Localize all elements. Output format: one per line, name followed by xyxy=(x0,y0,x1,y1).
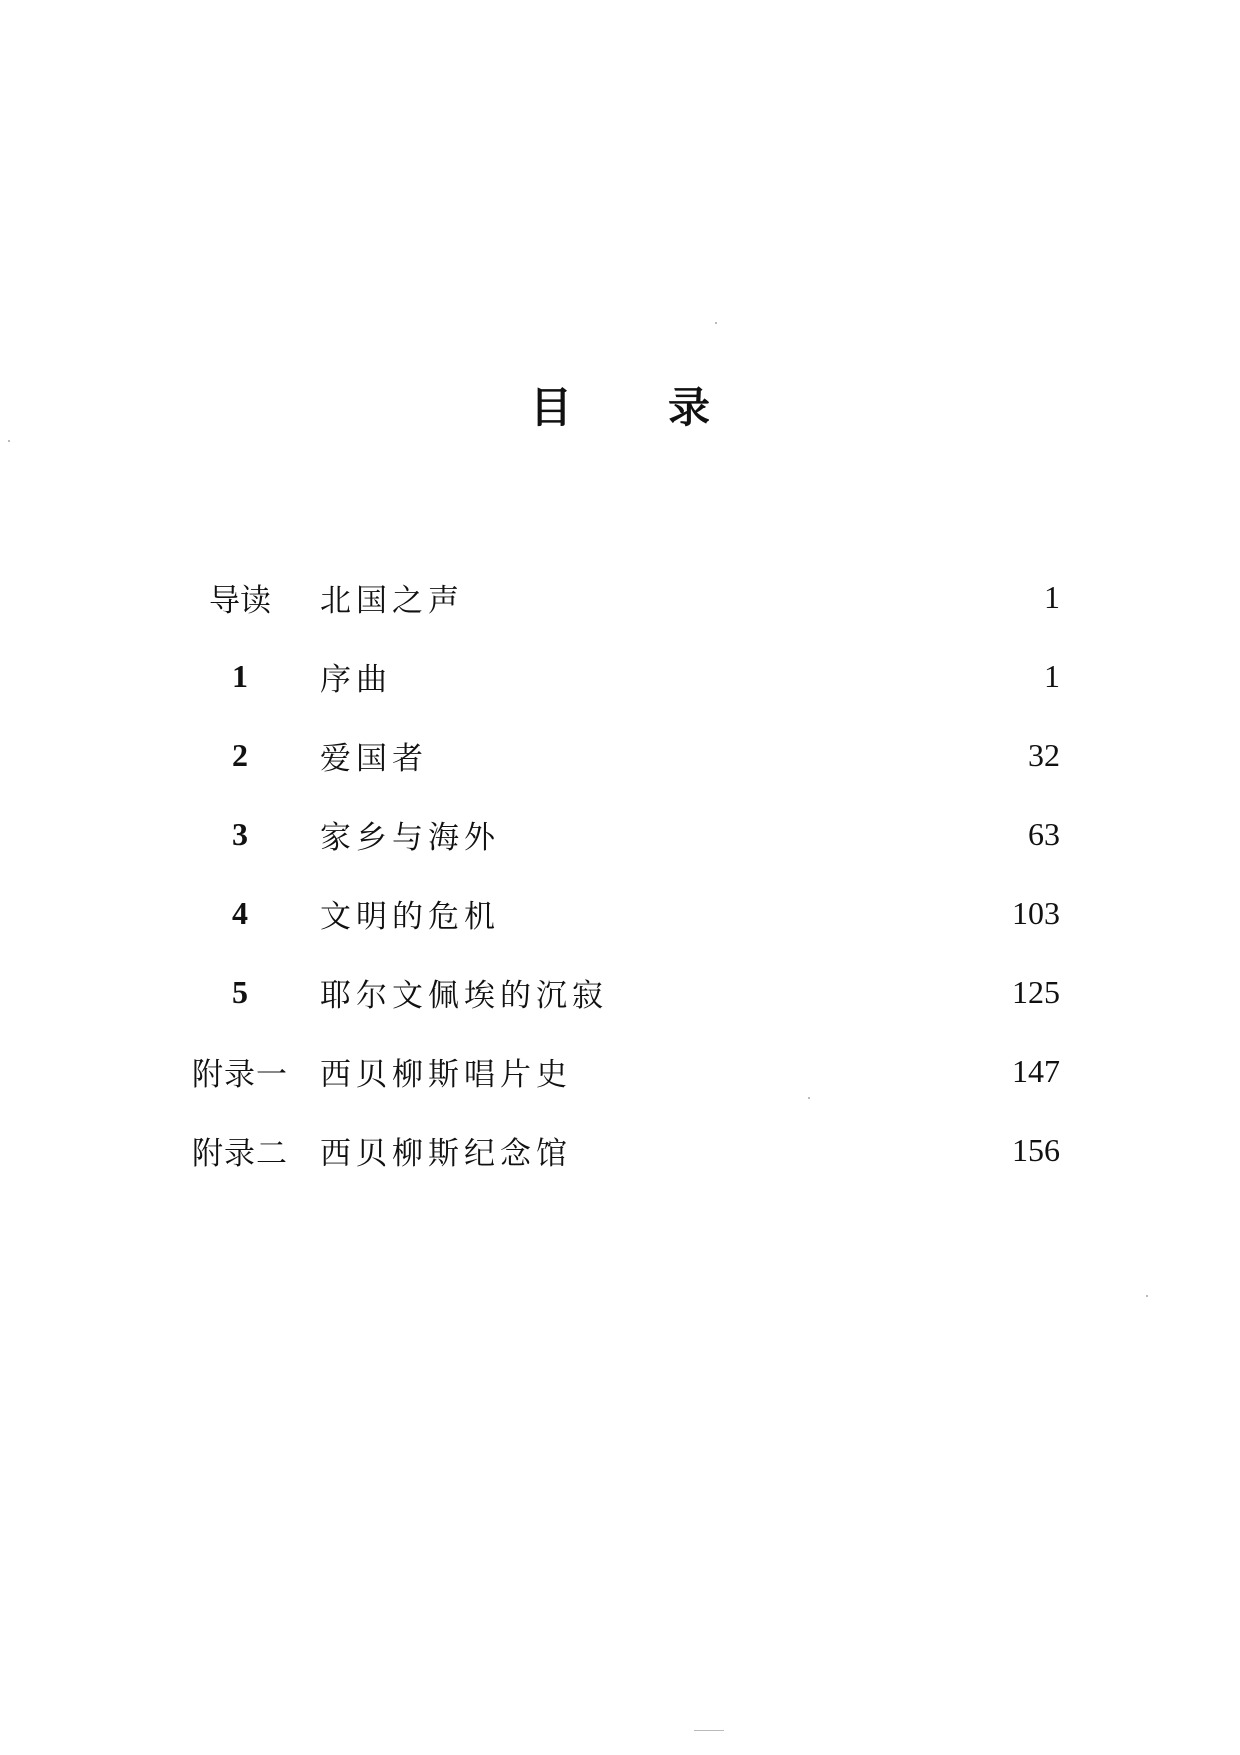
toc-entry-intro[interactable] xyxy=(160,558,1060,637)
toc-title: 西贝柳斯纪念馆 xyxy=(320,1136,572,1172)
toc-label: 附录一 xyxy=(192,1057,288,1093)
toc-page-number: 32 xyxy=(1028,737,1060,773)
scan-speck xyxy=(694,1730,724,1731)
scan-speck xyxy=(808,1097,810,1099)
toc-label: 2 xyxy=(232,737,248,773)
toc-title: 文明的危机 xyxy=(320,899,500,935)
title-char-1: 目 xyxy=(530,383,573,433)
dot-leader xyxy=(622,977,1006,1009)
toc-page-number: 63 xyxy=(1028,816,1060,852)
toc-title: 家乡与海外 xyxy=(320,820,500,856)
page-title xyxy=(530,378,710,438)
toc-title: 序曲 xyxy=(320,662,392,698)
toc-page-number: 1 xyxy=(1044,658,1060,694)
toc-label: 导读 xyxy=(209,583,271,619)
dot-leader xyxy=(586,1056,1006,1088)
title-char-2: 录 xyxy=(667,383,710,433)
toc-label: 5 xyxy=(232,974,248,1010)
toc-page-number: 156 xyxy=(1012,1132,1060,1168)
toc-label: 附录二 xyxy=(192,1136,288,1172)
dot-leader xyxy=(514,898,1006,930)
toc-title: 西贝柳斯唱片史 xyxy=(320,1057,572,1093)
toc-title: 耶尔文佩埃的沉寂 xyxy=(320,978,608,1014)
toc-page-number: 1 xyxy=(1044,579,1060,615)
dot-leader xyxy=(586,1135,1006,1167)
toc-entry-appendix-1[interactable] xyxy=(160,1032,1060,1111)
toc-entry-appendix-2[interactable] xyxy=(160,1111,1060,1190)
scan-speck xyxy=(715,322,717,324)
toc-label: 4 xyxy=(232,895,248,931)
toc-title: 北国之声 xyxy=(320,583,464,619)
toc-entry-chapter-5[interactable] xyxy=(160,953,1060,1032)
toc-page-number: 103 xyxy=(1012,895,1060,931)
dot-leader xyxy=(478,582,1034,614)
toc-entry-chapter-4[interactable] xyxy=(160,874,1060,953)
toc-page-number: 147 xyxy=(1012,1053,1060,1089)
toc-label: 3 xyxy=(232,816,248,852)
toc-entry-chapter-2[interactable] xyxy=(160,716,1060,795)
dot-leader xyxy=(504,819,1028,851)
dot-leader xyxy=(406,661,1034,693)
toc-entry-chapter-1[interactable] xyxy=(160,637,1060,716)
scan-speck xyxy=(1146,1295,1148,1297)
toc-entry-chapter-3[interactable] xyxy=(160,795,1060,874)
toc-title: 爱国者 xyxy=(320,741,428,777)
dot-leader xyxy=(432,740,1028,772)
toc-label: 1 xyxy=(232,658,248,694)
scan-speck xyxy=(8,440,10,442)
toc-page-number: 125 xyxy=(1012,974,1060,1010)
table-of-contents xyxy=(160,558,1060,1190)
